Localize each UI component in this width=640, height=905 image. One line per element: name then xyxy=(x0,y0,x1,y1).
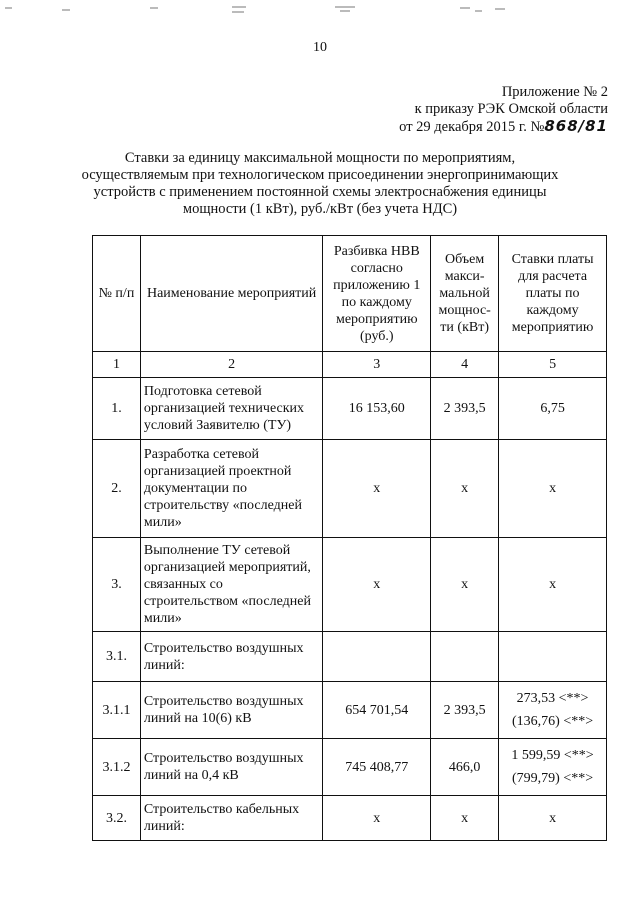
row-nvv: х xyxy=(323,440,431,538)
handwritten-order-number: 868/81 xyxy=(544,117,608,135)
rate-value-alt: (799,79) <**> xyxy=(512,771,594,786)
row-num: 3.2. xyxy=(93,796,141,841)
index-cell: 1 xyxy=(93,352,141,378)
table-row xyxy=(93,378,607,440)
page-number: 10 xyxy=(313,40,327,55)
rate-value-alt: (136,76) <**> xyxy=(512,714,594,729)
row-rate xyxy=(499,682,607,739)
row-nvv: 745 408,77 xyxy=(323,739,431,796)
header-rate: Ставки платы для расчета платы по каждому мероприятию xyxy=(499,236,607,352)
table-row xyxy=(93,632,607,682)
header-nvv: Разбивка НВВ согласно приложению 1 по каждому мероприятию (руб.) xyxy=(323,236,431,352)
row-name: Разработка сетевой организацией проектной документации по строительству «последней мили» xyxy=(140,440,322,538)
row-name: Подготовка сетевой организацией технических условий Заявителю (ТУ) xyxy=(140,378,322,440)
row-nvv: 16 153,60 xyxy=(323,378,431,440)
appendix-date: от 29 декабря 2015 г. № xyxy=(399,119,545,135)
row-power: 466,0 xyxy=(431,739,499,796)
row-rate xyxy=(499,632,607,682)
rates-table xyxy=(92,235,607,841)
header-name: Наименование мероприятий xyxy=(140,236,322,352)
table-row xyxy=(93,796,607,841)
row-name: Строительство воздушных линий на 0,4 кВ xyxy=(140,739,322,796)
appendix-line-1: Приложение № 2 xyxy=(501,84,608,100)
row-rate: х xyxy=(499,538,607,632)
scan-artifacts xyxy=(0,0,640,30)
table-header-row xyxy=(93,236,607,352)
row-power: 2 393,5 xyxy=(431,682,499,739)
row-name: Выполнение ТУ сетевой организацией мероприятий, связанных со строительством «последней мили» xyxy=(140,538,322,632)
row-power: х xyxy=(431,796,499,841)
row-nvv: 654 701,54 xyxy=(323,682,431,739)
row-name: Строительство кабельных линий: xyxy=(140,796,322,841)
row-power xyxy=(431,632,499,682)
header-num: № п/п xyxy=(93,236,141,352)
table-index-row xyxy=(93,352,607,378)
row-power: х xyxy=(431,440,499,538)
table-row xyxy=(93,682,607,739)
index-cell: 5 xyxy=(499,352,607,378)
index-cell: 4 xyxy=(431,352,499,378)
row-num: 3.1.1 xyxy=(93,682,141,739)
row-num: 3. xyxy=(93,538,141,632)
row-rate xyxy=(499,739,607,796)
row-nvv xyxy=(323,632,431,682)
row-name: Строительство воздушных линий: xyxy=(140,632,322,682)
row-rate: х xyxy=(499,440,607,538)
row-rate: х xyxy=(499,796,607,841)
row-rate: 6,75 xyxy=(499,378,607,440)
index-cell: 3 xyxy=(323,352,431,378)
table-row xyxy=(93,538,607,632)
header-power: Объем макси-мальной мощнос-ти (кВт) xyxy=(431,236,499,352)
row-num: 3.1. xyxy=(93,632,141,682)
rate-value: 273,53 <**> xyxy=(516,691,589,706)
row-num: 1. xyxy=(93,378,141,440)
row-nvv: х xyxy=(323,538,431,632)
row-power: х xyxy=(431,538,499,632)
row-name: Строительство воздушных линий на 10(6) кВ xyxy=(140,682,322,739)
document-title: Ставки за единицу максимальной мощности по мероприятиям, осуществляемым при технологическом присоединении энергопринимающих устройств с применением постоянной схемы электроснабжения единицы мощности (1 кВт), руб./кВт (без учета НДС) xyxy=(81,150,559,217)
appendix-block xyxy=(399,84,608,136)
row-nvv: х xyxy=(323,796,431,841)
appendix-line-3 xyxy=(399,118,608,136)
table-row xyxy=(93,440,607,538)
row-num: 2. xyxy=(93,440,141,538)
index-cell: 2 xyxy=(140,352,322,378)
rate-value: 1 599,59 <**> xyxy=(511,748,594,763)
row-power: 2 393,5 xyxy=(431,378,499,440)
appendix-line-2: к приказу РЭК Омской области xyxy=(414,101,608,117)
row-num: 3.1.2 xyxy=(93,739,141,796)
table-row xyxy=(93,739,607,796)
